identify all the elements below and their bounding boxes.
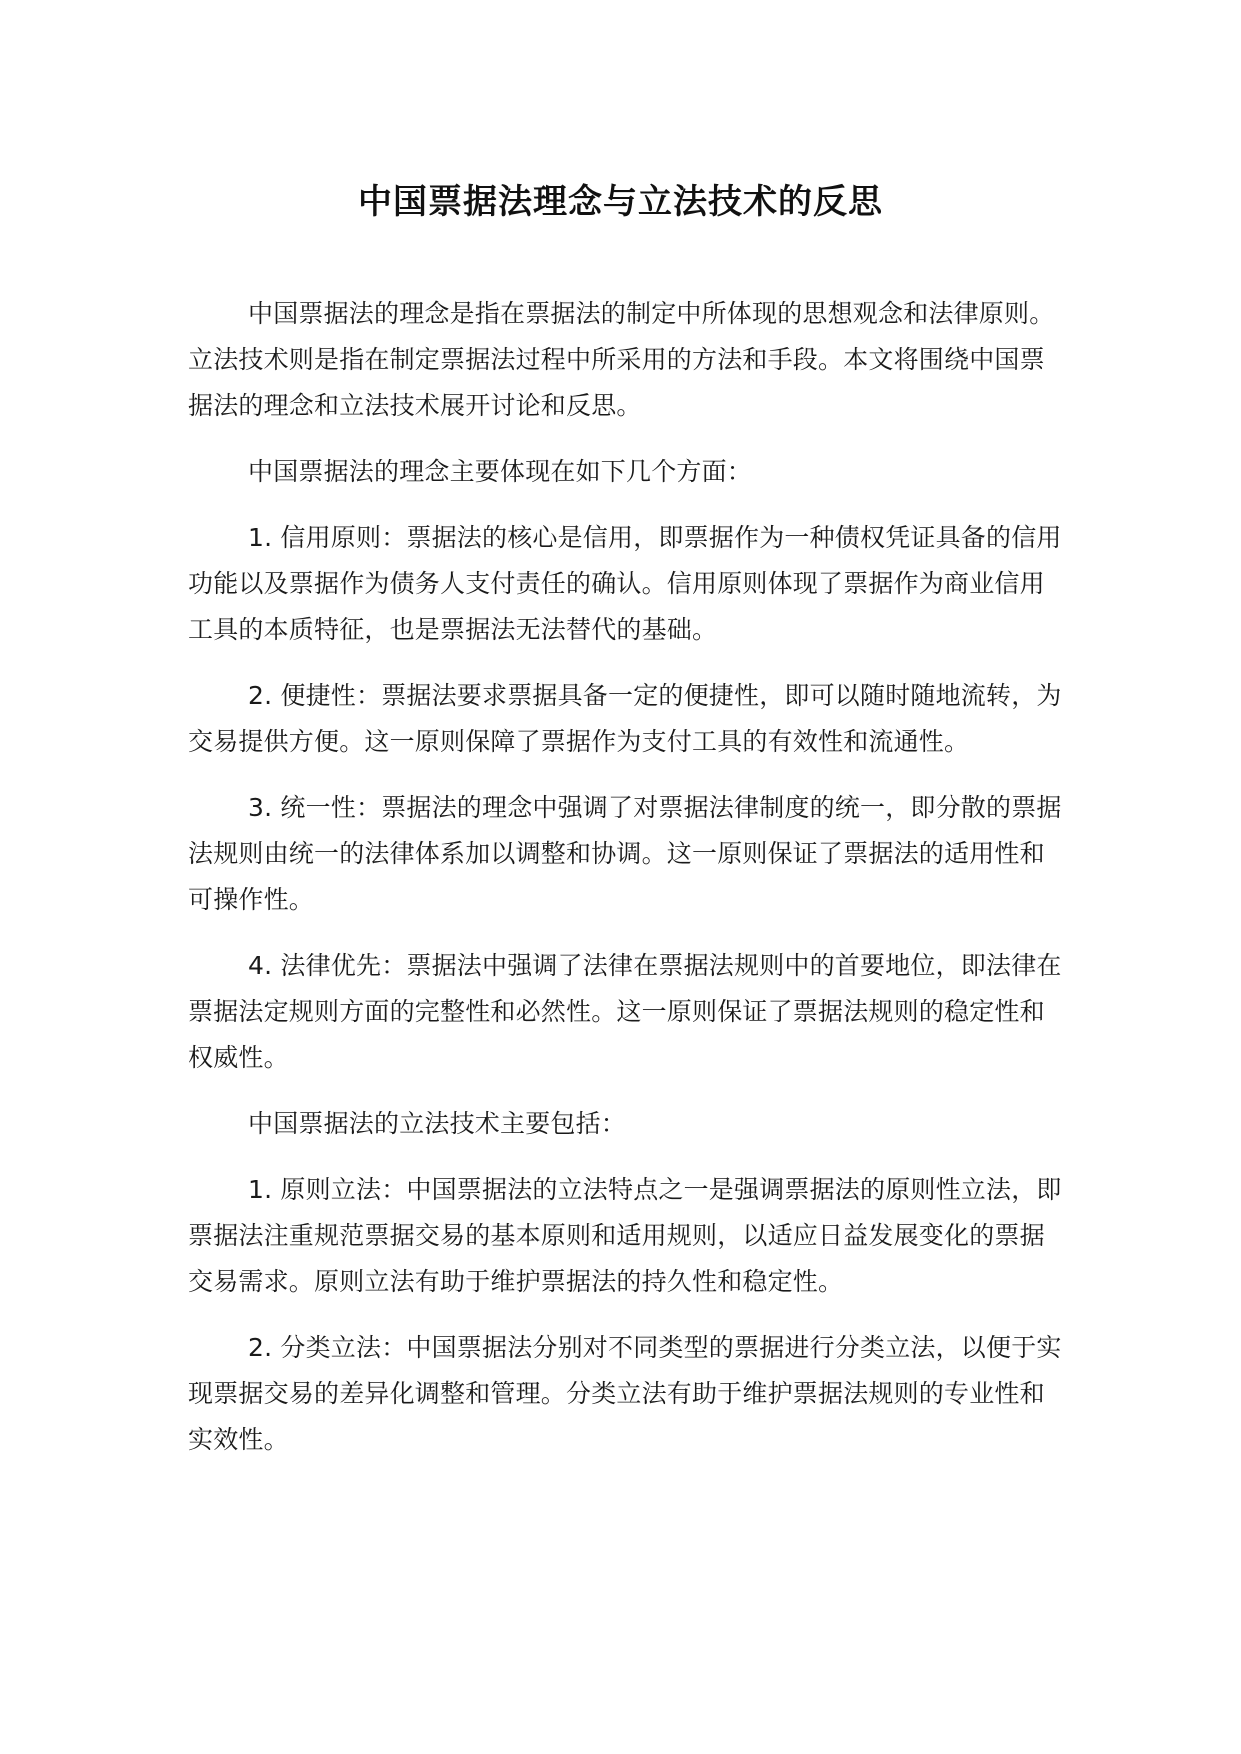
paragraph-intro: 中国票据法的理念是指在票据法的制定中所体现的思想观念和法律原则。立法技术则是指在制定票据法过程中所采用的方法和手段。本文将围绕中国票据法的理念和立法技术展开讨论和反思。 [188,299,1055,420]
paragraph-convenience: 2. 便捷性：票据法要求票据具备一定的便捷性，即可以随时随地流转，为交易提供方便。这一原则保障了票据作为支付工具的有效性和流通性。 [188,681,1062,756]
paragraph-uniformity: 3. 统一性：票据法的理念中强调了对票据法律制度的统一，即分散的票据法规则由统一的法律体系加以调整和协调。这一原则保证了票据法的适用性和可操作性。 [188,793,1062,914]
document-title: 中国票据法理念与立法技术的反思 [358,182,883,222]
document-body [188,291,1068,1483]
paragraph-classified-legislation: 2. 分类立法：中国票据法分别对不同类型的票据进行分类立法，以便于实现票据交易的差异化调整和管理。分类立法有助于维护票据法规则的专业性和实效性。 [188,1333,1062,1454]
paragraph-technique-heading: 中国票据法的立法技术主要包括： [248,1109,627,1138]
paragraph-credit-principle: 1. 信用原则：票据法的核心是信用，即票据作为一种债权凭证具备的信用功能以及票据作为债务人支付责任的确认。信用原则体现了票据作为商业信用工具的本质特征，也是票据法无法替代的基础。 [188,523,1062,644]
paragraph-concept-heading: 中国票据法的理念主要体现在如下几个方面： [248,457,753,486]
paragraph-principle-legislation: 1. 原则立法：中国票据法的立法特点之一是强调票据法的原则性立法，即票据法注重规范票据交易的基本原则和适用规则，以适应日益发展变化的票据交易需求。原则立法有助于维护票据法的持久性和稳定性。 [188,1175,1062,1296]
paragraph-law-priority: 4. 法律优先：票据法中强调了法律在票据法规则中的首要地位，即法律在票据法定规则方面的完整性和必然性。这一原则保证了票据法规则的稳定性和权威性。 [188,951,1062,1072]
